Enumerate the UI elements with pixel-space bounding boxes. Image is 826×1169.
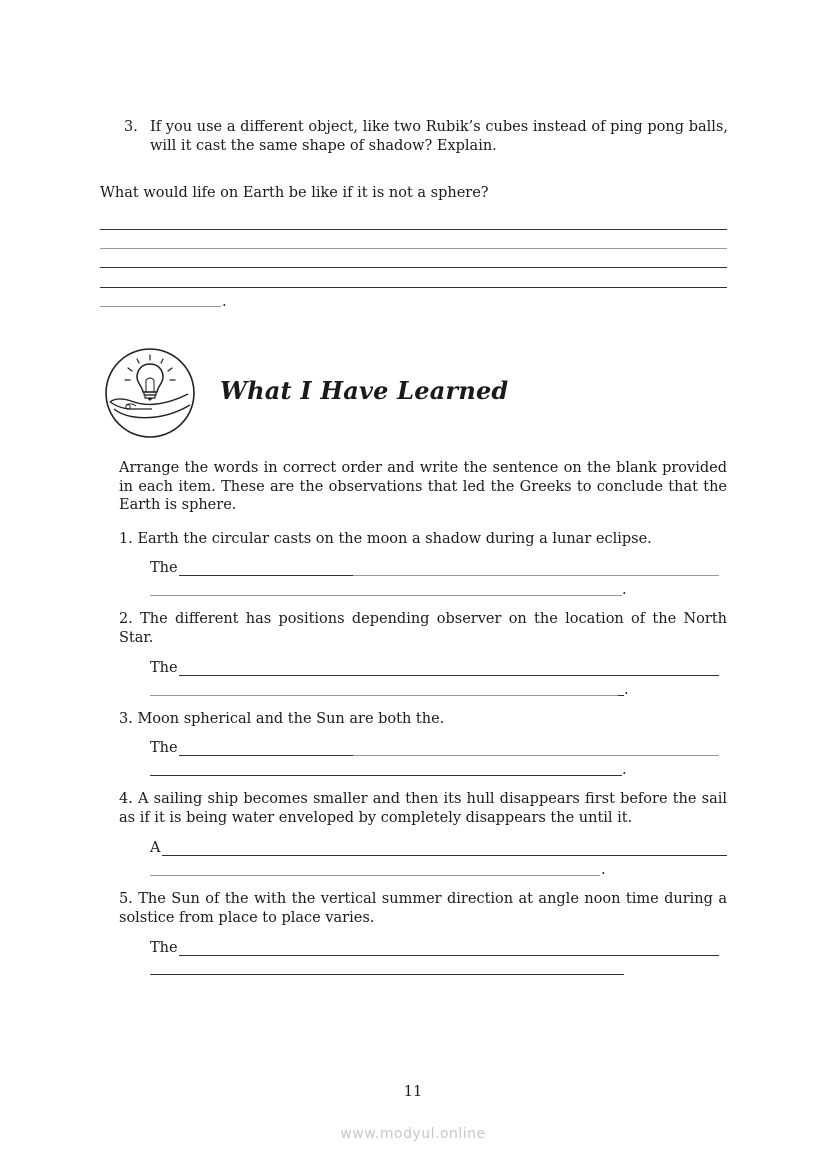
question-text: If you use a different object, like two Rubik’s cubes instead of ping pong balls, will it cast the same shape of shadow? Explain. (150, 119, 728, 154)
watermark: www.modyul.online (340, 1126, 486, 1142)
item-3-prompt: 3. Moon spherical and the Sun are both the. (119, 711, 445, 727)
answer-line (100, 248, 727, 249)
answer-line (353, 575, 719, 576)
item-2-period: . (624, 682, 629, 698)
answer-line (100, 267, 727, 268)
answer-line (150, 974, 624, 975)
answer-line (162, 855, 727, 856)
answer-line (353, 755, 719, 756)
item-1-period: . (622, 582, 627, 598)
answer-line (150, 595, 622, 596)
question-number: 3. (124, 119, 138, 135)
answer-line (100, 287, 727, 288)
item-1-prompt: 1. Earth the circular casts on the moon a shadow during a lunar eclipse. (119, 531, 652, 547)
answer-period: . (222, 294, 227, 310)
answer-line (179, 575, 353, 576)
item-5-prompt: 5. The Sun of the with the vertical summer direction at angle noon time during a solstice from place to place varies. (119, 891, 727, 926)
page-number: 11 (403, 1084, 423, 1100)
section-title: What I Have Learned (220, 376, 509, 405)
answer-line (100, 306, 221, 307)
item-3-period: . (622, 762, 627, 778)
item-4-period: . (601, 862, 606, 878)
answer-line (100, 229, 727, 230)
item-4-starter: A (150, 840, 161, 856)
instructions: Arrange the words in correct order and write the sentence on the blank provided in each item. These are the observations that led the Greeks to conclude that the Earth is sphere. (119, 460, 727, 513)
item-1-starter: The (150, 560, 178, 576)
reflection-prompt: What would life on Earth be like if it is not a sphere? (100, 185, 489, 201)
answer-line (150, 775, 622, 776)
item-3-starter: The (150, 740, 178, 756)
answer-line (179, 955, 719, 956)
answer-line (150, 875, 600, 876)
item-5-starter: The (150, 940, 178, 956)
item-2-starter: The (150, 660, 178, 676)
answer-line (179, 755, 353, 756)
item-2-prompt: 2. The different has positions depending observer on the location of the North Star. (119, 611, 727, 646)
lightbulb-in-hand-icon (104, 347, 196, 439)
question-3 (124, 118, 728, 156)
answer-line (179, 675, 719, 676)
item-4-prompt: 4. A sailing ship becomes smaller and then its hull disappears first before the sail as if it is being water enveloped by completely disappears the until it. (119, 791, 727, 826)
answer-line (150, 695, 618, 696)
